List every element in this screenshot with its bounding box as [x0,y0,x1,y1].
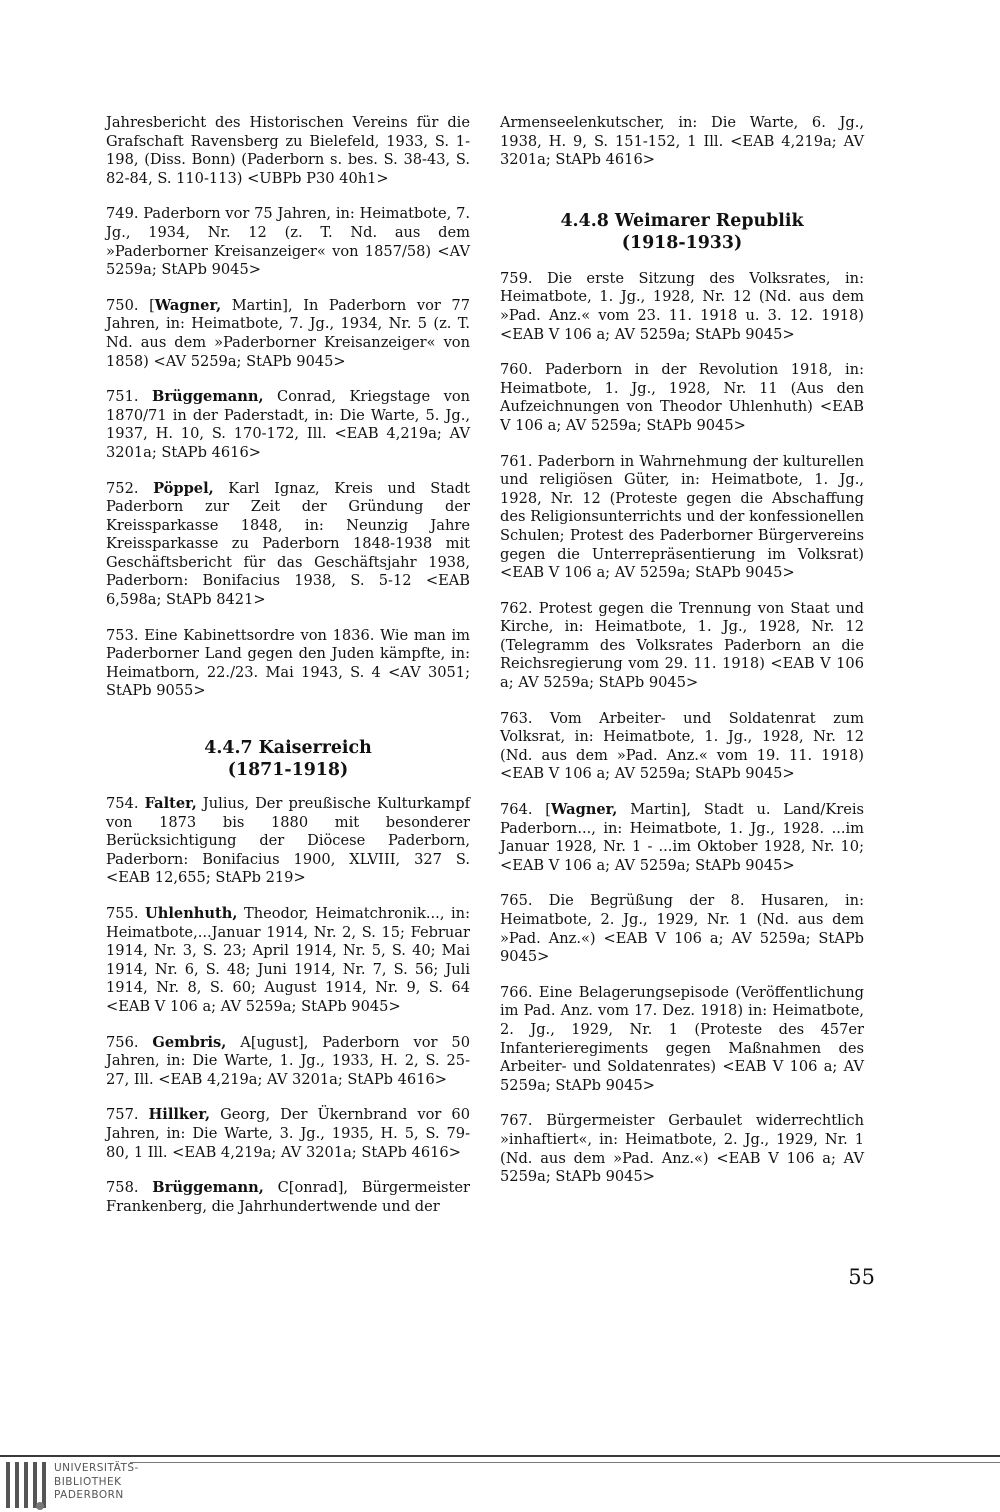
bibliography-entry-765: 765. Die Begrüßung der 8. Husaren, in: Heimatbote, 2. Jg., 1929, Nr. 1 (Nd. aus dem »Pad. Anz.«) <EAB V 106 a; AV 5259a; StAPb 9045> [500,892,864,966]
section-heading-weimarer-republik [500,210,864,254]
bibliography-entry-759: 759. Die erste Sitzung des Volksrates, in: Heimatbote, 1. Jg., 1928, Nr. 12 (Nd. aus dem »Pad. Anz.« vom 23. 11. 1918 u. 3. 12. 1918) <EAB V 106 a; AV 5259a; StAPb 9045> [500,269,864,343]
section-title: 4.4.7 Kaiserreich [204,738,372,759]
entry-text: Julius, Der preußische Kulturkampf von 1873 bis 1880 mit besonderer Berücksichtigung der Diöcese Paderborn, Paderborn: Bonifacius 1900, XLVIII, 327 S. <EAB 12,655; StAPb 219> [106,795,470,887]
bibliography-entry-755 [106,905,470,1017]
entry-number-prefix: 752. [106,479,154,497]
bibliography-entry-753: 753. Eine Kabinettsordre von 1836. Wie man im Paderborner Land gegen den Juden kämpfte, in: Heimatborn, 22./23. Mai 1943, S. 4 <AV 3051; StAPb 9055> [106,626,470,700]
logo-bar [42,1462,46,1508]
section-years: (1871-1918) [227,760,349,781]
entry-number-prefix: 754. [106,795,145,813]
bibliography-entry-757 [106,1106,470,1162]
bibliography-entry-749: 749. Paderborn vor 75 Jahren, in: Heimatbote, 7. Jg., 1934, Nr. 12 (z. T. Nd. aus dem »Paderborner Kreisanzeiger« von 1857/58) <AV 5259a; StAPb 9045> [106,205,470,279]
bibliography-entry-767: 767. Bürgermeister Gerbaulet widerrechtlich »inhaftiert«, in: Heimatbote, 2. Jg., 1929, Nr. 1 (Nd. aus dem »Pad. Anz.«) <EAB V 106 a; AV 5259a; StAPb 9045> [500,1112,864,1186]
library-logo-text [54,1462,139,1503]
right-column [500,114,864,1204]
bibliography-entry-750 [106,297,470,371]
footer-rule [0,1455,1000,1457]
author-name: Uhlenhuth, [145,905,238,922]
author-name: Pöppel, [153,479,214,497]
entry-text: A[ugust], Paderborn vor 50 Jahren, in: Die Warte, 1. Jg., 1933, H. 2, S. 25-27, Ill. <EAB 4,219a; AV 3201a; StAPb 4616> [106,1033,470,1088]
bibliography-entry-761: 761. Paderborn in Wahrnehmung der kulturellen und religiösen Güter, in: Heimatbote, 1. Jg., 1928, Nr. 12 (Proteste gegen die Abschaffung des Religionsunterrichts und der konfessionellen Schulen; Protest des Paderborner Bürgervereins gegen die Unterrepräsentierung im Volksrat) <EAB V 106 a; AV 5259a; StAPb 9045> [500,452,864,582]
entry-text: Conrad, Kriegstage von 1870/71 in der Paderstadt, in: Die Warte, 5. Jg., 1937, H. 10, S. 170-172, Ill. <EAB 4,219a; AV 3201a; StAPb 4616> [106,388,470,461]
footer-rule-thin [130,1462,1000,1463]
logo-bar [6,1462,10,1508]
bibliography-entry-continuation: Jahresbericht des Historischen Vereins für die Grafschaft Ravensberg zu Bielefeld, 1933, S. 1-198, (Diss. Bonn) (Paderborn s. bes. S. 38-43, S. 82-84, S. 110-113) <UBPb P30 40h1> [106,114,470,187]
bibliography-entry-continuation: Armenseelenkutscher, in: Die Warte, 6. Jg., 1938, H. 9, S. 151-152, 1 Ill. <EAB 4,219a; AV 3201a; StAPb 4616> [500,114,864,169]
bibliography-entry-756 [106,1034,470,1090]
logo-dot [36,1502,44,1510]
entry-text: Karl Ignaz, Kreis und Stadt Paderborn zur Zeit der Gründung der Kreissparkasse 1848, in: Neunzig Jahre Kreissparkasse zu Paderborn 1848-1938 mit Geschäftsbericht für das Geschäftsjahr 1938, Paderborn: Bonifacius 1938, S. 5-12 <EAB 6,598a; StAPb 8421> [106,479,470,609]
author-name: Gembris, [152,1033,227,1051]
section-title: 4.4.8 Weimarer Republik [560,210,804,231]
section-heading-kaiserreich [106,737,470,781]
page-number: 55 [848,1265,875,1289]
entry-number-prefix: 758. [106,1179,153,1197]
author-name: Wagner, [551,801,618,819]
bibliography-entry-752 [106,480,470,610]
entry-number-prefix: 751. [106,388,152,406]
logo-line: BIBLIOTHEK [54,1475,122,1488]
author-name: Falter, [144,795,197,813]
entry-text: Martin], Stadt u. Land/Kreis Paderborn..., in: Heimatbote, 1. Jg., 1928. ...im Januar 1928, Nr. 1 - ...im Oktober 1928, Nr. 10; <EAB V 106 a; AV 5259a; StAPb 9045> [500,801,865,874]
author-name: Wagner, [154,296,222,314]
logo-line: PADERBORN [54,1489,124,1501]
bibliography-entry-763: 763. Vom Arbeiter- und Soldatenrat zum Volksrat, in: Heimatbote, 1. Jg., 1928, Nr. 12 (Nd. aus dem »Pad. Anz.« vom 19. 11. 1918) <EAB V 106 a; AV 5259a; StAPb 9045> [500,709,864,783]
author-name: Hillker, [148,1106,211,1124]
logo-bar [24,1462,28,1508]
library-logo-icon [2,1462,50,1510]
bibliography-entry-754 [106,795,470,888]
logo-bar [15,1462,19,1508]
entry-number-prefix: 757. [106,1106,149,1124]
entry-number-prefix: 750. [ [106,296,155,314]
entry-number-prefix: 755. [106,905,146,922]
logo-bar [33,1462,37,1508]
entry-text: Martin], In Paderborn vor 77 Jahren, in: Heimatbote, 7. Jg., 1934, Nr. 5 (z. T. Nd. aus dem »Paderborner Kreisanzeiger« von 1858) <AV 5259a; StAPb 9045> [106,296,470,370]
bibliography-entry-764 [500,801,864,875]
left-column [106,114,470,1233]
bibliography-entry-751 [106,388,470,462]
library-logo [2,1460,142,1510]
entry-number-prefix: 756. [106,1033,153,1051]
bibliography-entry-760: 760. Paderborn in der Revolution 1918, in: Heimatbote, 1. Jg., 1928, Nr. 11 (Aus den Aufzeichnungen von Theodor Uhlenhuth) <EAB V 106 a; AV 5259a; StAPb 9045> [500,361,864,434]
bibliography-entry-766: 766. Eine Belagerungsepisode (Veröffentlichung im Pad. Anz. vom 17. Dez. 1918) in: Heimatbote, 2. Jg., 1929, Nr. 1 (Proteste des 457er Infanterieregiments gegen Maßnahmen des Arbeiter- und Soldatenrates) <EAB V 106 a; AV 5259a; StAPb 9045> [500,983,864,1094]
entry-text: Theodor, Heimatchronik..., in: Heimatbote,...Januar 1914, Nr. 2, S. 15; Februar 1914, Nr. 3, S. 23; April 1914, Nr. 5, S. 40; Mai 1914, Nr. 6, S. 48; Juni 1914, Nr. 7, S. 56; Juli 1914, Nr. 8, S. 60; August 1914, Nr. 9, S. 64 <EAB V 106 a; AV 5259a; StAPb 9045> [106,905,470,1015]
bibliography-entry-758 [106,1179,470,1216]
logo-line: UNIVERSITÄTS- [54,1462,139,1474]
entry-number-prefix: 764. [ [500,801,551,819]
author-name: Brüggemann, [152,388,264,406]
entry-text: C[onrad], Bürgermeister Frankenberg, die Jahrhundertwende und der [106,1179,470,1215]
bibliography-entry-762: 762. Protest gegen die Trennung von Staat und Kirche, in: Heimatbote, 1. Jg., 1928, Nr. 12 (Telegramm des Volksrates Paderborn an die Reichsregierung vom 29. 11. 1918) <EAB V 106 a; AV 5259a; StAPb 9045> [500,599,864,692]
author-name: Brüggemann, [152,1179,264,1197]
section-years: (1918-1933) [621,232,743,253]
entry-text: Georg, Der Ükernbrand vor 60 Jahren, in: Die Warte, 3. Jg., 1935, H. 5, S. 79-80, 1 Ill. <EAB 4,219a; AV 3201a; StAPb 4616> [106,1106,470,1161]
